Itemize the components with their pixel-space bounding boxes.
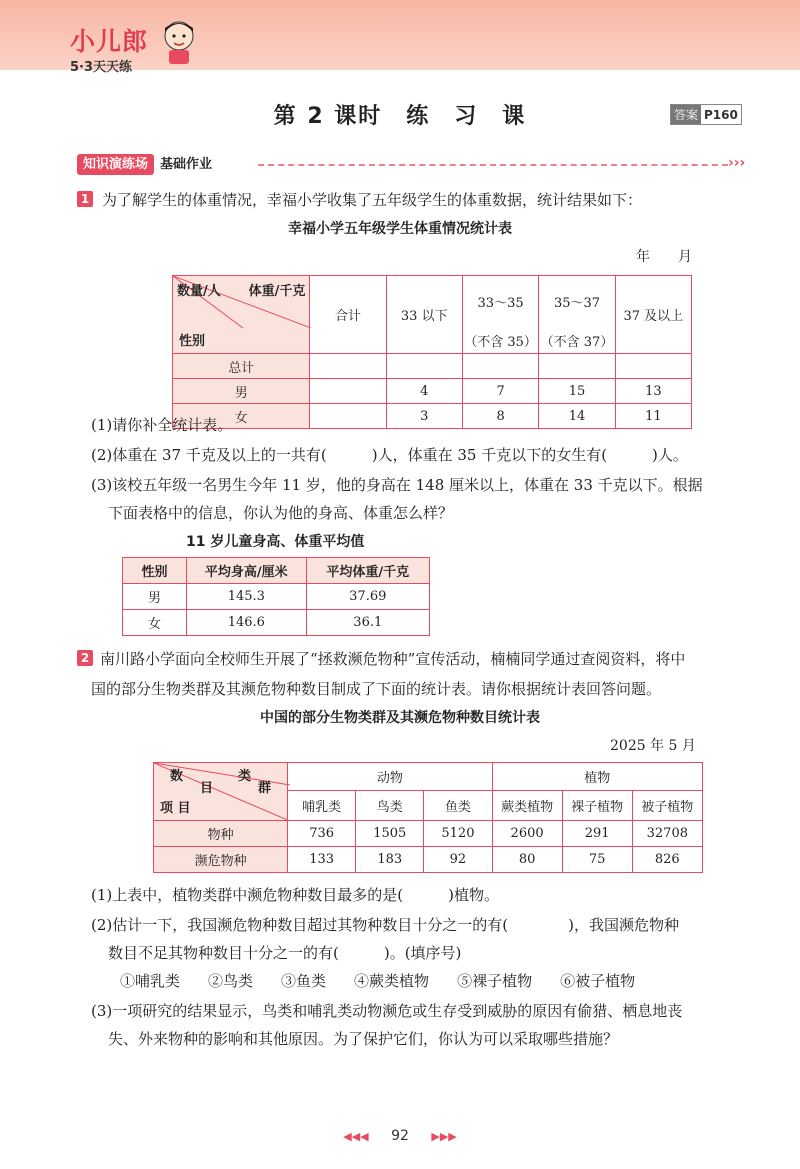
- corner-group-2: 群: [258, 781, 272, 796]
- option-1: ①哺乳类: [120, 972, 181, 990]
- q2-sub3-line2: 失、外来物种的影响和其他原因。为了保护它们，你认为可以采取哪些措施？: [108, 1030, 619, 1048]
- table-cell: 133: [288, 847, 356, 873]
- table-cell: 826: [632, 847, 702, 873]
- table-cell: [310, 379, 386, 404]
- table-cell: 145.3: [187, 584, 306, 610]
- q2-sub3-line1: (3)一项研究的结果显示，鸟类和哺乳类动物濒危或生存受到威胁的原因有偷猎、栖息地丧: [91, 1002, 683, 1020]
- row-label: 总计: [173, 354, 310, 379]
- table-cell: 37.69: [306, 584, 429, 610]
- table-cell: 4: [386, 379, 462, 404]
- corner-group-1: 类: [238, 769, 252, 784]
- corner-quantity: 数量/人: [177, 284, 221, 299]
- row-label: 女: [173, 404, 310, 429]
- corner-number-2: 目: [200, 781, 214, 796]
- answer-page: P160: [701, 107, 741, 123]
- q1-sub3-line2: 下面表格中的信息，你认为他的身高、体重怎么样？: [108, 504, 454, 522]
- brand-name: 小儿郎: [70, 27, 149, 56]
- page-title: 第 2 课时 练 习 课: [273, 104, 527, 129]
- group-plants: 植物: [492, 763, 702, 791]
- brand-series: 5·3天天练: [70, 60, 133, 75]
- table-cell: 291: [562, 821, 632, 847]
- col-angiosperms: 被子植物: [632, 791, 702, 821]
- table-cell: [539, 354, 615, 379]
- q1-weight-table: [172, 275, 692, 429]
- q2-table-corner: [154, 763, 288, 821]
- table-cell: 3: [386, 404, 462, 429]
- table-cell: 36.1: [306, 610, 429, 636]
- question-1-text: 为了解学生的体重情况，幸福小学收集了五年级学生的体重数据，统计结果如下：: [102, 191, 643, 209]
- table-cell: [310, 354, 386, 379]
- table-cell: [310, 404, 386, 429]
- brand-logo: [70, 22, 148, 75]
- table-cell: 女: [123, 610, 187, 636]
- question-2-text-line1: 南川路小学面向全校师生开展了“拯救濒危物种”宣传活动，楠楠同学通过查阅资料，将中: [100, 650, 686, 668]
- option-3: ③鱼类: [281, 972, 327, 990]
- table-cell: 14: [539, 404, 615, 429]
- col-gymnosperms: 裸子植物: [562, 791, 632, 821]
- col-33-35: 33～35: [462, 276, 538, 328]
- avg-table: [122, 557, 430, 636]
- table-cell: [462, 354, 538, 379]
- q2-sub2-line2: 数目不足其物种数目十分之一的有( )。(填序号): [108, 944, 462, 962]
- col-birds: 鸟类: [356, 791, 424, 821]
- avg-col-gender: 性别: [123, 558, 187, 584]
- mascot-icon: [160, 18, 198, 64]
- next-arrows-icon: ▶▶▶: [431, 1130, 457, 1143]
- question-2-number: 2: [77, 650, 93, 666]
- corner-weight: 体重/千克: [248, 284, 306, 299]
- q2-table-title: 中国的部分生物类群及其濒危物种数目统计表: [260, 710, 540, 726]
- table-cell: 92: [424, 847, 492, 873]
- avg-table-title: 11 岁儿童身高、体重平均值: [186, 534, 365, 550]
- q2-options: [120, 970, 635, 991]
- table-cell: 11: [615, 404, 691, 429]
- table-cell: 146.6: [187, 610, 306, 636]
- q1-table-date: 年 月: [636, 249, 692, 265]
- table-cell: 32708: [632, 821, 702, 847]
- avg-col-weight: 平均体重/千克: [306, 558, 429, 584]
- page-footer: [0, 1128, 800, 1144]
- col-35-37: 35～37: [539, 276, 615, 328]
- table-cell: [386, 354, 462, 379]
- col-total: 合计: [310, 276, 386, 354]
- section-divider: [258, 164, 728, 166]
- page-number: 92: [391, 1128, 409, 1144]
- table-cell: 男: [123, 584, 187, 610]
- q1-table-corner: [173, 276, 310, 354]
- table-cell: 8: [462, 404, 538, 429]
- option-6: ⑥被子植物: [560, 972, 636, 990]
- row-label: 男: [173, 379, 310, 404]
- q1-sub1: (1)请你补全统计表。: [91, 416, 233, 434]
- row-label: 物种: [154, 821, 288, 847]
- corner-gender: 性别: [179, 334, 206, 349]
- table-cell: 183: [356, 847, 424, 873]
- col-fish: 鱼类: [424, 791, 492, 821]
- q1-sub2: (2)体重在 37 千克及以上的一共有( )人，体重在 35 千克以下的女生有( )人。: [91, 446, 688, 464]
- question-2-text-line2: 国的部分生物类群及其濒危物种数目制成了下面的统计表。请你根据统计表回答问题。: [91, 680, 662, 698]
- col-ferns: 蕨类植物: [492, 791, 562, 821]
- col-33-35-note: （不含 35）: [462, 328, 538, 354]
- answer-label: 答案: [671, 105, 701, 124]
- section-header: [77, 153, 212, 172]
- table-cell: 15: [539, 379, 615, 404]
- q2-species-table: [153, 762, 703, 873]
- col-mammals: 哺乳类: [288, 791, 356, 821]
- q2-sub2-line1: (2)估计一下，我国濒危物种数目超过其物种数目十分之一的有( )，我国濒危物种: [91, 916, 679, 934]
- table-cell: 13: [615, 379, 691, 404]
- q2-table-date: 2025 年 5 月: [610, 738, 696, 754]
- option-2: ②鸟类: [208, 972, 254, 990]
- table-cell: 80: [492, 847, 562, 873]
- option-5: ⑤裸子植物: [457, 972, 533, 990]
- answer-badge: [670, 104, 742, 125]
- section-tag: 知识演练场: [77, 154, 154, 175]
- table-cell: [615, 354, 691, 379]
- row-label: 濒危物种: [154, 847, 288, 873]
- avg-col-height: 平均身高/厘米: [187, 558, 306, 584]
- question-1-number: 1: [77, 191, 93, 207]
- section-subtitle: 基础作业: [160, 157, 213, 172]
- table-cell: 7: [462, 379, 538, 404]
- col-under33: 33 以下: [386, 276, 462, 354]
- q1-sub3-line1: (3)该校五年级一名男生今年 11 岁，他的身高在 148 厘米以上，体重在 33 千克以下。根据: [91, 476, 703, 494]
- group-animals: 动物: [288, 763, 492, 791]
- option-4: ④蕨类植物: [354, 972, 430, 990]
- table-cell: 75: [562, 847, 632, 873]
- table-cell: 2600: [492, 821, 562, 847]
- chevron-right-icon: ›››: [728, 155, 746, 171]
- q1-table-title: 幸福小学五年级学生体重情况统计表: [288, 221, 512, 237]
- table-cell: 5120: [424, 821, 492, 847]
- corner-number-1: 数: [170, 769, 184, 784]
- q2-sub1: (1)上表中，植物类群中濒危物种数目最多的是( )植物。: [91, 886, 499, 904]
- corner-item: 项 目: [160, 801, 191, 816]
- col-35-37-note: （不含 37）: [539, 328, 615, 354]
- table-cell: 736: [288, 821, 356, 847]
- col-37plus: 37 及以上: [615, 276, 691, 354]
- prev-arrows-icon: ◀◀◀: [343, 1130, 369, 1143]
- table-cell: 1505: [356, 821, 424, 847]
